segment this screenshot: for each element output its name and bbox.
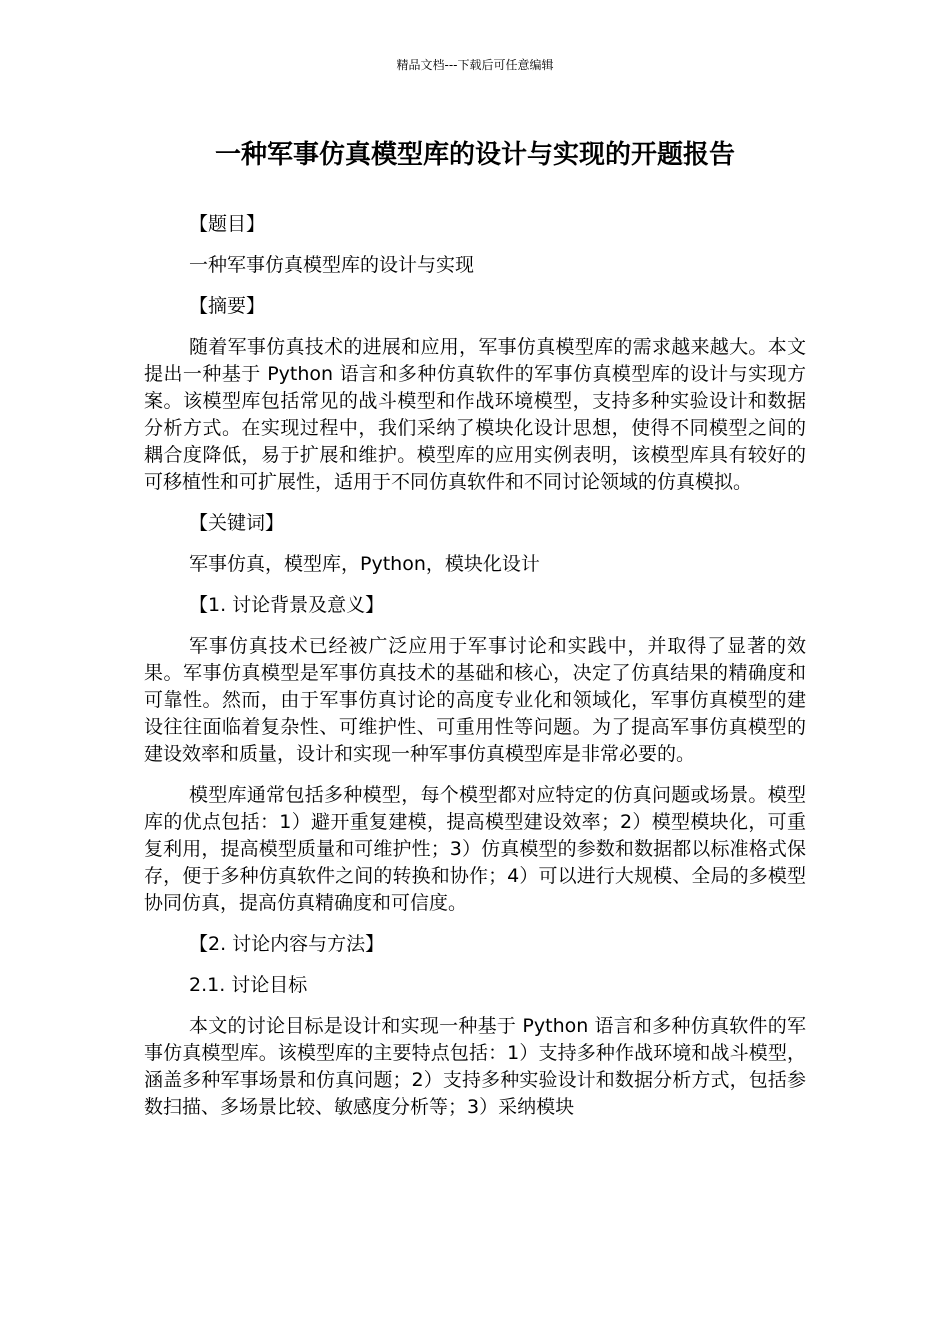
document-body xyxy=(144,211,806,1121)
document-title: 一种军事仿真模型库的设计与实现的开题报告 xyxy=(214,140,735,170)
header-note: 精品文档---下载后可任意编辑 xyxy=(396,58,554,72)
background-heading: 【1. 讨论背景及意义】 xyxy=(189,594,385,616)
goal-paragraph: 本文的讨论目标是设计和实现一种基于 Python 语言和多种仿真软件的军事仿真模型库。该模型库的主要特点包括：1）支持多种作战环境和战斗模型，涵盖多种军事场景和仿真问题；2）支持多种实验设计和数据分析方式，包括参数扫描、多场景比较、敏感度分析等；3）采纳模块 xyxy=(144,1015,806,1118)
keywords-text: 军事仿真，模型库，Python，模块化设计 xyxy=(189,553,540,575)
abstract-heading: 【摘要】 xyxy=(189,295,266,317)
abstract-paragraph: 随着军事仿真技术的进展和应用，军事仿真模型库的需求越来越大。本文提出一种基于 Python 语言和多种仿真软件的军事仿真模型库的设计与实现方案。该模型库包括常见的战斗模型和作战环境模型，支持多种实验设计和数据分析方式。在实现过程中，我们采纳了模块化设计思想，使得不同模型之间的耦合度降低，易于扩展和维护。模型库的应用实例表明，该模型库具有较好的可移植性和可扩展性，适用于不同仿真软件和不同讨论领域的仿真模拟。 xyxy=(144,336,806,493)
content-heading: 【2. 讨论内容与方法】 xyxy=(189,933,385,955)
goal-heading: 2.1. 讨论目标 xyxy=(189,974,308,996)
topic-heading: 【题目】 xyxy=(189,213,266,235)
background-paragraph-2: 模型库通常包括多种模型，每个模型都对应特定的仿真问题或场景。模型库的优点包括：1）避开重复建模，提高模型建设效率；2）模型模块化，可重复利用，提高模型质量和可维护性；3）仿真模型的参数和数据都以标准格式保存，便于多种仿真软件之间的转换和协作；4）可以进行大规模、全局的多模型协同仿真，提高仿真精确度和可信度。 xyxy=(144,784,806,914)
topic-text: 一种军事仿真模型库的设计与实现 xyxy=(189,254,475,276)
background-paragraph-1: 军事仿真技术已经被广泛应用于军事讨论和实践中，并取得了显著的效果。军事仿真模型是军事仿真技术的基础和核心，决定了仿真结果的精确度和可靠性。然而，由于军事仿真讨论的高度专业化和领域化，军事仿真模型的建设往往面临着复杂性、可维护性、可重用性等问题。为了提高军事仿真模型的建设效率和质量，设计和实现一种军事仿真模型库是非常必要的。 xyxy=(144,635,806,765)
keywords-heading: 【关键词】 xyxy=(189,512,285,534)
